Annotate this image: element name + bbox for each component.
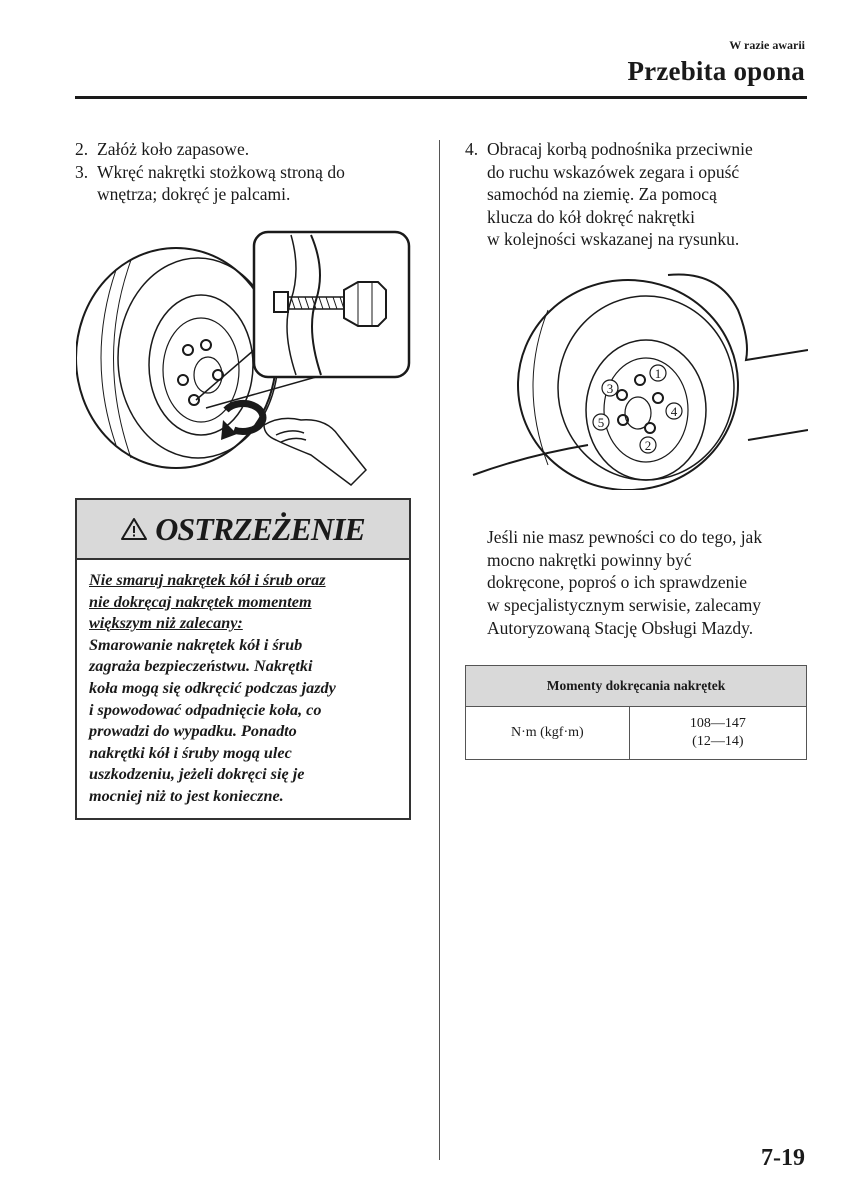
fender-outline <box>668 274 808 360</box>
warning-line: uszkodzeniu, jeżeli dokręci się je <box>89 765 305 784</box>
warning-body <box>77 560 409 808</box>
warning-line: mocniej niż to jest konieczne. <box>89 786 284 805</box>
step-line: samochód na ziemię. Za pomocą <box>487 184 717 204</box>
ground-line <box>473 445 588 475</box>
sequence-marker-5 <box>593 414 609 430</box>
warning-line: Smarowanie nakrętek kół i śrub <box>89 635 303 654</box>
note-line: w specjalistycznym serwisie, zalecamy <box>487 595 762 616</box>
warning-line: zagraża bezpieczeństwu. Nakrętki <box>89 657 313 676</box>
step-item <box>465 138 805 251</box>
svg-text:4: 4 <box>670 404 678 419</box>
torque-unit-cell: N·m (kgf·m) <box>466 707 630 760</box>
torque-value-line: 108—147 <box>689 716 746 731</box>
warning-line: nie dokręcaj nakrętek momentem <box>89 592 312 611</box>
step-number: 3. <box>75 161 89 182</box>
step-line: do ruchu wskazówek zegara i opuść <box>487 161 740 182</box>
column-divider <box>439 140 440 1160</box>
torque-note <box>487 526 812 640</box>
warning-line: nakrętki kół i śruby mogą ulec <box>89 743 292 762</box>
step-line: wnętrza; dokręć je palcami. <box>97 184 291 204</box>
note-line: Jeśli nie masz pewności co do tego, jak <box>487 527 763 547</box>
warning-line: i spowodować odpadnięcie koła, co <box>89 700 322 719</box>
warning-header <box>77 500 409 560</box>
page-number: 7-19 <box>761 1145 805 1171</box>
step-number: 2. <box>75 139 89 159</box>
torque-table-header: Momenty dokręcania nakrętek <box>466 666 807 707</box>
step-number: 4. <box>465 139 479 159</box>
torque-value-line: (12—14) <box>692 734 744 749</box>
hub <box>194 357 222 393</box>
svg-text:2: 2 <box>644 438 652 453</box>
step-item <box>75 161 420 206</box>
sequence-marker-2 <box>640 437 656 453</box>
sequence-marker-3 <box>602 380 618 396</box>
sequence-marker-1 <box>650 365 666 381</box>
torque-table <box>465 665 807 760</box>
warning-triangle-icon <box>121 517 147 541</box>
step-line: Obracaj korbą podnośnika przeciwnie <box>487 139 753 159</box>
step-line: Wkręć nakrętki stożkową stroną do <box>97 161 345 182</box>
warning-line: większym niż zalecany: <box>89 614 243 633</box>
svg-text:1: 1 <box>654 366 662 381</box>
warning-text <box>89 635 399 808</box>
tightening-order-illustration <box>468 270 808 490</box>
svg-text:3: 3 <box>606 381 614 396</box>
warning-box <box>75 498 411 820</box>
warning-lead <box>89 570 399 635</box>
wheel-nut-illustration <box>76 230 416 492</box>
warning-title: OSTRZEŻENIE <box>155 510 365 547</box>
page-title: Przebita opona <box>627 56 805 86</box>
warning-line: prowadzi do wypadku. Ponadto <box>89 722 297 741</box>
wheel-nut <box>344 282 386 326</box>
svg-text:5: 5 <box>597 415 605 430</box>
header-rule <box>75 96 807 99</box>
note-line: dokręcone, poproś o ich sprawdzenie <box>487 572 747 593</box>
step-line: w kolejności wskazanej na rysunku. <box>487 229 740 249</box>
step-list-right <box>465 138 805 251</box>
tire-outline <box>518 280 738 490</box>
section-label: W razie awarii <box>729 38 805 52</box>
step-line: Załóż koło zapasowe. <box>97 139 250 159</box>
note-line: mocno nakrętki powinny być <box>487 549 692 570</box>
step-line: klucza do kół dokręć nakrętki <box>487 206 695 227</box>
note-line: Autoryzowaną Stację Obsługi Mazdy. <box>487 617 754 638</box>
tire-outline <box>76 248 276 468</box>
step-list-left <box>75 138 420 206</box>
torque-value-cell <box>629 707 806 760</box>
hand-illustration <box>264 418 366 485</box>
warning-line: koła mogą się odkręcić podczas jazdy <box>89 678 336 697</box>
warning-line: Nie smaruj nakrętek kół i śrub oraz <box>89 571 326 589</box>
step-item <box>75 138 420 161</box>
sequence-marker-4 <box>666 403 682 419</box>
